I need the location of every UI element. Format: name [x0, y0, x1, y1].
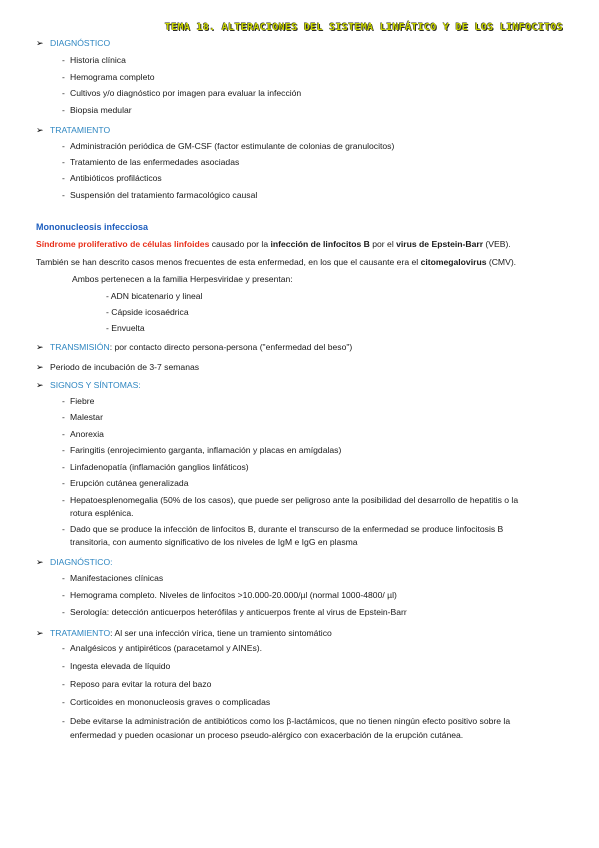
list-item: - Manifestaciones clínicas: [62, 573, 164, 583]
tratamiento-line: TRATAMIENTO: Al ser una infección vírica, tiene un tramiento sintomático: [50, 628, 332, 638]
tratamiento-heading: TRATAMIENTO: [50, 125, 111, 135]
list-item: - Hemograma completo: [62, 72, 155, 82]
list-item: - Dado que se produce la infección de linfocitos B, durante el transcurso de la enfermedad se produce linfocitosis B: [62, 524, 504, 534]
page-header-title: TEMA 18. ALTERACIONES DEL SISTEMA LINFÁTICO Y DE LOS LINFOCITOS: [164, 22, 563, 33]
list-item-continuation: enfermedad y pueden ocasionar un proceso pseudo-alérgico con exacerbación de la erupción cutánea.: [70, 730, 464, 740]
feature-item: - Envuelta: [106, 323, 145, 333]
list-item: - Historia clínica: [62, 55, 126, 65]
list-item: - Ingesta elevada de líquido: [62, 661, 171, 671]
list-item: - Tratamiento de las enfermedades asociadas: [62, 157, 240, 167]
list-item: - Malestar: [62, 412, 103, 422]
arrow-bullet-icon: ➢: [36, 125, 44, 135]
list-item: - Hemograma completo. Niveles de linfocitos >10.000-20.000/µl (normal 1000-4800/ µl): [62, 590, 397, 600]
list-item: - Serología: detección anticuerpos heterófilas y anticuerpos frente al virus de Epstein-Barr: [62, 607, 407, 617]
list-item: - Linfadenopatía (inflamación ganglios linfáticos): [62, 462, 249, 472]
list-item: - Antibióticos profilácticos: [62, 173, 162, 183]
list-item: - Debe evitarse la administración de antibióticos como los β-lactámicos, que no tienen ningún efecto positivo sobre la: [62, 716, 511, 726]
arrow-bullet-icon: ➢: [36, 628, 44, 638]
list-item: - Cultivos y/o diagnóstico por imagen para evaluar la infección: [62, 88, 302, 98]
diagnostico-heading-2: DIAGNÓSTICO:: [50, 557, 113, 567]
signos-heading: SIGNOS Y SÍNTOMAS:: [50, 380, 141, 390]
definition-paragraph: Síndrome proliferativo de células linfoides causado por la infección de linfocitos B por el virus de Epstein-Barr (VEB).: [36, 239, 511, 249]
list-item: - Faringitis (enrojecimiento garganta, inflamación y placas en amígdalas): [62, 445, 342, 455]
arrow-bullet-icon: ➢: [36, 38, 44, 48]
list-item: - Erupción cutánea generalizada: [62, 478, 189, 488]
list-item: - Hepatoesplenomegalia (50% de los casos), que puede ser peligroso ante la posibilidad del desarrollo de hepatitis o la: [62, 495, 519, 505]
section-title: Mononucleosis infecciosa: [36, 222, 149, 232]
list-item: - Administración periódica de GM-CSF (factor estimulante de colonias de granulocitos): [62, 141, 395, 151]
list-item: - Corticoides en mononucleosis graves o complicadas: [62, 697, 271, 707]
list-item: - Fiebre: [62, 396, 95, 406]
arrow-bullet-icon: ➢: [36, 557, 44, 567]
list-item: - Analgésicos y antipiréticos (paracetamol y AINEs).: [62, 643, 263, 653]
incubacion-line: Periodo de incubación de 3-7 semanas: [50, 362, 200, 372]
list-item-continuation: rotura esplénica.: [70, 508, 134, 518]
transmision-line: TRANSMISIÓN: por contacto directo persona-persona ("enfermedad del beso"): [50, 342, 353, 352]
cmv-paragraph: También se han descrito casos menos frecuentes de esta enfermedad, en los que el causante era el citomegalovirus (CMV).: [36, 257, 517, 267]
feature-item: - Cápside icosaédrica: [106, 307, 189, 317]
arrow-bullet-icon: ➢: [36, 380, 44, 390]
list-item: - Suspensión del tratamiento farmacológico causal: [62, 190, 258, 200]
list-item-continuation: transitoria, con aumento significativo de los niveles de IgM e IgG en plasma: [70, 537, 358, 547]
arrow-bullet-icon: ➢: [36, 342, 44, 352]
list-item: - Biopsia medular: [62, 105, 132, 115]
list-item: - Reposo para evitar la rotura del bazo: [62, 679, 212, 689]
family-paragraph: Ambos pertenecen a la familia Herpesviridae y presentan:: [72, 274, 293, 284]
arrow-bullet-icon: ➢: [36, 362, 44, 372]
list-item: - Anorexia: [62, 429, 104, 439]
feature-item: - ADN bicatenario y lineal: [106, 291, 203, 301]
diagnostico-heading: DIAGNÓSTICO: [50, 38, 111, 48]
